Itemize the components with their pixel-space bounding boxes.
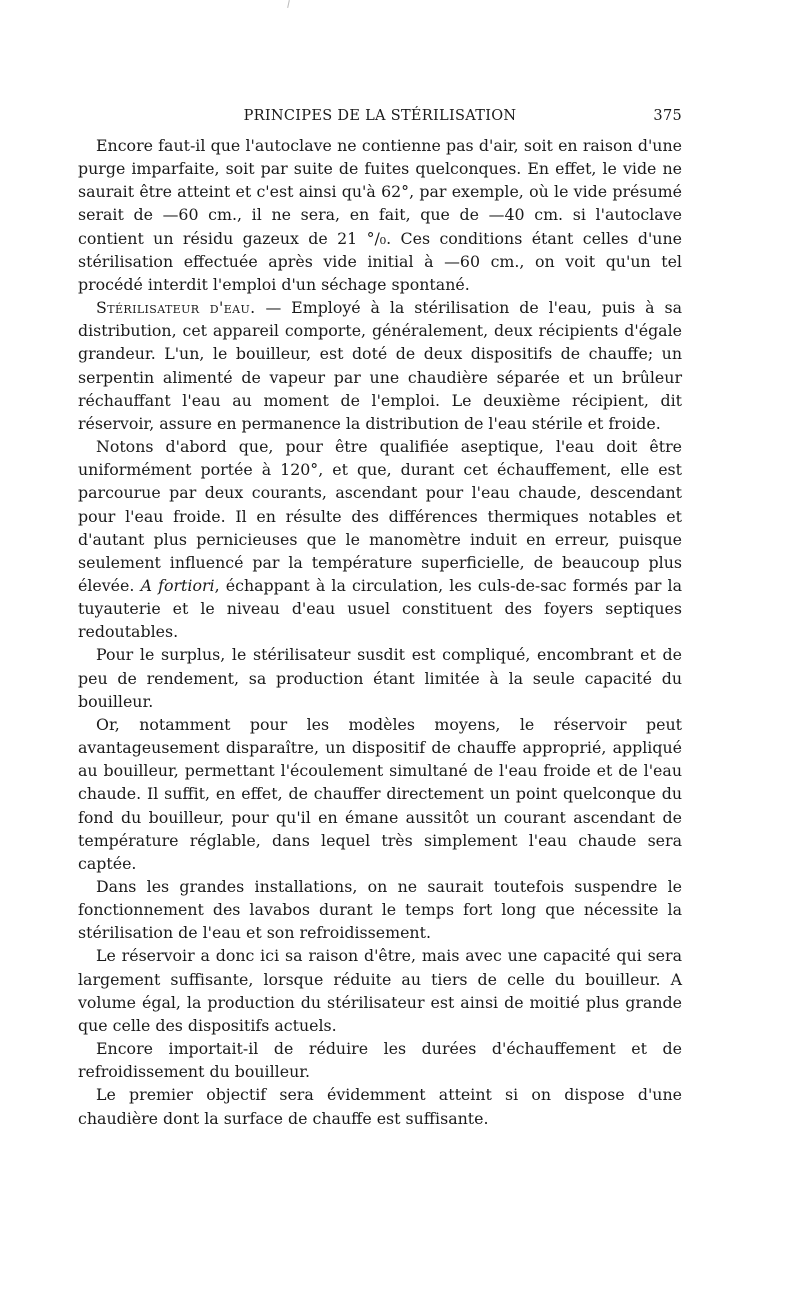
paragraph-sterilisateur-eau <box>78 296 682 435</box>
paragraph-reservoir: Le réservoir a donc ici sa raison d'être, mais avec une capacité qui sera largement suffisante, lorsque réduite au tiers de celle du bouilleur. A volume égal, la production du stérilisateur est ainsi de moitié plus grande que celle des dispositifs actuels. <box>78 946 682 1035</box>
running-head <box>78 100 682 126</box>
paragraph-premier-objectif: Le premier objectif sera évidemment atteint si on dispose d'une chaudière dont la surface de chauffe est suffisante. <box>78 1085 682 1128</box>
running-title: PRINCIPES DE LA STÉRILISATION <box>243 108 517 124</box>
italic-phrase: A fortiori <box>140 575 215 595</box>
page-number: 375 <box>653 108 682 124</box>
paragraph-text: , échappant à la circulation, les culs-de-sac formés par la tuyauterie et le niveau d'eau usuel constituent des foyers septiques redoutables. <box>78 575 682 642</box>
section-heading: Stérilisateur d'eau. <box>96 298 256 318</box>
body-text <box>78 134 682 1130</box>
paragraph-text: — Employé à la stérilisation de l'eau, puis à sa distribution, cet appareil comporte, généralement, deux récipients d'égale grandeur. L'un, le bouilleur, est doté de deux dispositifs de chauffe; un serpentin alimenté de vapeur par une chaudière séparée et un brûleur réchauffant l'eau au moment de l'emploi. Le deuxième récipient, dit réservoir, assure en permanence la distribution de l'eau stérile et froide. <box>78 298 682 433</box>
scan-mark <box>287 0 290 8</box>
paragraph-durees: Encore importait-il de réduire les durées d'échauffement et de refroidissement du bouilleur. <box>78 1039 682 1082</box>
paragraph-notons <box>78 435 682 643</box>
paragraph-autoclave-air: Encore faut-il que l'autoclave ne contienne pas d'air, soit en raison d'une purge imparfaite, soit par suite de fuites quelconques. En effet, le vide ne saurait être atteint et c'est ainsi qu'à 62°, par exemple, où le vide présumé serait de —60 cm., il ne sera, en fait, que de —40 cm. si l'autoclave contient un résidu gazeux de 21 °/₀. Ces conditions étant celles d'une stérilisation effectuée après vide initial à —60 cm., on voit qu'un tel procédé interdit l'emploi d'un séchage spontané. <box>78 136 682 294</box>
paragraph-surplus: Pour le surplus, le stérilisateur susdit est compliqué, encombrant et de peu de rendement, sa production étant limitée à la seule capacité du bouilleur. <box>78 645 682 711</box>
paragraph-grandes-installations: Dans les grandes installations, on ne saurait toutefois suspendre le fonctionnement des lavabos durant le temps fort long que nécessite la stérilisation de l'eau et son refroidissement. <box>78 877 682 943</box>
book-page <box>78 100 682 1130</box>
paragraph-text: Notons d'abord que, pour être qualifiée aseptique, l'eau doit être uniformément portée à 120°, et que, durant cet échauffement, elle est parcourue par deux courants, ascendant pour l'eau chaude, descendant pour l'eau froide. Il en résulte des différences thermiques notables et d'autant plus pernicieuses que le manomètre induit en erreur, puisque seulement influencé par la température superficielle, de beaucoup plus élevée. <box>78 437 682 595</box>
paragraph-modeles-moyens: Or, notamment pour les modèles moyens, le réservoir peut avantageusement disparaître, un dispositif de chauffe approprié, appliqué au bouilleur, permettant l'écoulement simultané de l'eau froide et de l'eau chaude. Il suffit, en effet, de chauffer directement un point quelconque du fond du bouilleur, pour qu'il en émane aussitôt un courant ascendant de température réglable, dans lequel très simplement l'eau chaude sera captée. <box>78 714 682 873</box>
